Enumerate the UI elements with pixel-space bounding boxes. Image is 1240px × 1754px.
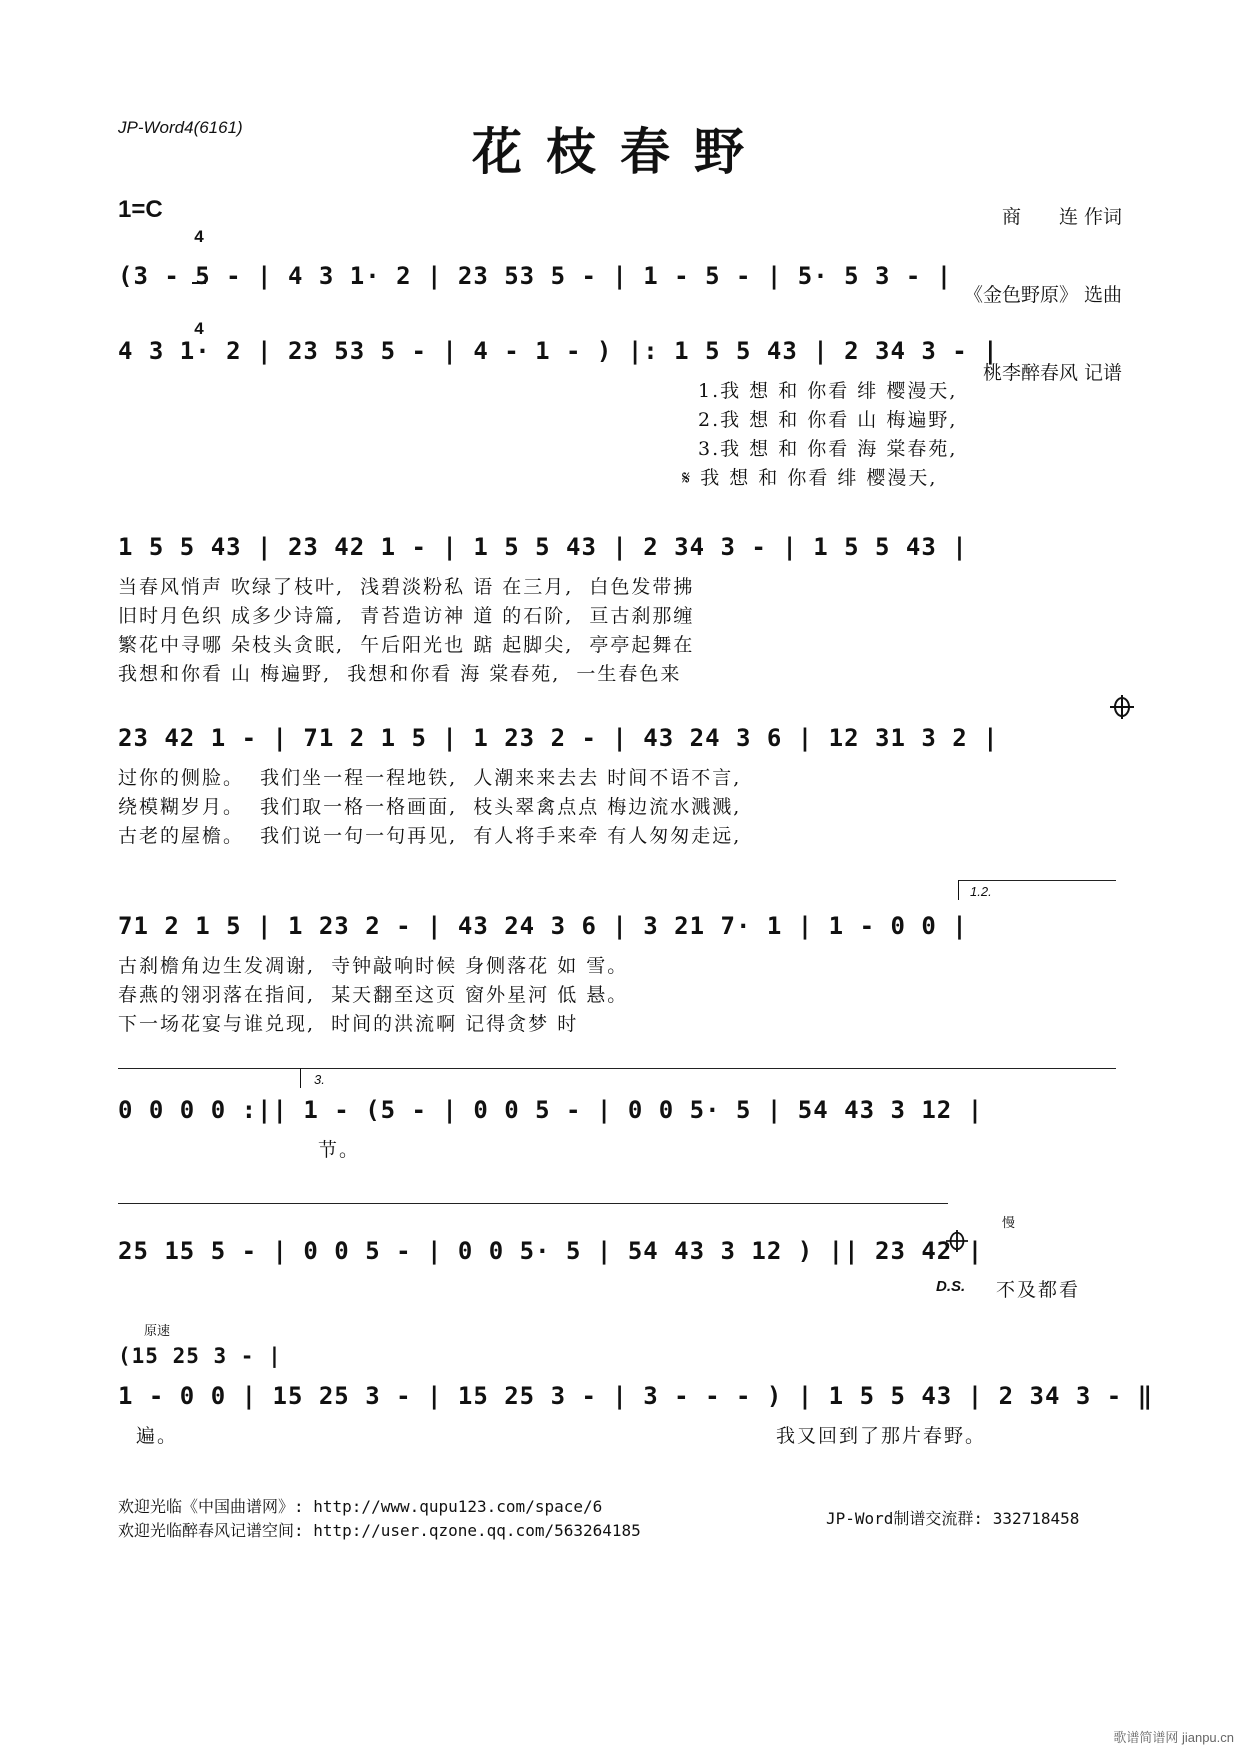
footer-space-link: 欢迎光临醉春风记谱空间: http://user.qzone.qq.com/563264185 bbox=[118, 1521, 641, 1540]
system-5-lyric-2: 春燕的翎羽落在指间, 某天翻至这页 窗外星河 低 悬。 bbox=[118, 984, 629, 1006]
system-5-lyric-1: 古刹檐角边生发凋谢, 寺钟敲响时候 身侧落花 如 雪。 bbox=[118, 955, 629, 977]
credits bbox=[964, 152, 1122, 412]
footer-site-link: 欢迎光临《中国曲谱网》: http://www.qupu123.com/space/6 bbox=[118, 1497, 603, 1516]
system-3-lyric-3: 繁花中寻哪 朵枝头贪眠, 午后阳光也 踮 起脚尖, 亭亭起舞在 bbox=[118, 634, 695, 656]
system-7-notes: 25 15 5 - | 0 0 5 - | 0 0 5· 5 | 54 43 3 12 ) || 23 42 | bbox=[118, 1237, 984, 1265]
system-4-lyric-3: 古老的屋檐。 我们说一句一句再见, 有人将手来牵 有人匆匆走远, bbox=[118, 825, 742, 847]
system-4-notes: 23 42 1 - | 71 2 1 5 | 1 23 2 - | 43 24 3 6 | 12 31 3 2 | bbox=[118, 724, 999, 752]
key-signature: 1=C bbox=[118, 196, 163, 223]
system-3-lyric-2: 旧时月色织 成多少诗篇, 青苔造访神 道 的石阶, 亘古刹那缠 bbox=[118, 605, 695, 627]
system-8-lyric-1: 遍。 bbox=[136, 1425, 179, 1447]
system-7-lyric-1: 不及都看 bbox=[996, 1279, 1081, 1301]
system-8-notes: 1 - 0 0 | 15 25 3 - | 15 25 3 - | 3 - - - ) | 1 5 5 43 | 2 34 3 - ‖ bbox=[118, 1382, 1154, 1410]
system-2-lyric-2: 2.我 想 和 你看 山 梅遍野, bbox=[698, 409, 958, 431]
system-2-lyric-3: 3.我 想 和 你看 海 棠春苑, bbox=[698, 438, 958, 460]
staff-rule-left bbox=[118, 1068, 300, 1069]
tempo-original-label: 原速 bbox=[144, 1324, 171, 1339]
system-5-lyric-3: 下一场花宴与谁兑现, 时间的洪流啊 记得贪梦 时 bbox=[118, 1013, 579, 1035]
coda-jump-rule bbox=[118, 1203, 948, 1204]
system-3-lyric-4: 我想和你看 山 梅遍野, 我想和你看 海 棠春苑, 一生春色来 bbox=[118, 663, 682, 685]
meter-bottom: 4 bbox=[194, 319, 204, 338]
footer-group: JP-Word制谱交流群: 332718458 bbox=[826, 1509, 1080, 1528]
system-6-notes: 0 0 0 0 :|| 1 - (5 - | 0 0 5 - | 0 0 5· 5 | 54 43 3 12 | bbox=[118, 1096, 984, 1124]
volta-bracket-1-2-hook bbox=[958, 880, 959, 900]
system-5-notes: 71 2 1 5 | 1 23 2 - | 43 24 3 6 | 3 21 7· 1 | 1 - 0 0 | bbox=[118, 912, 968, 940]
composer-credit: 《金色野原》 选曲 bbox=[963, 284, 1122, 306]
system-3-lyric-1: 当春风悄声 吹绿了枝叶, 浅碧淡粉私 语 在三月, 白色发带拂 bbox=[118, 576, 695, 598]
system-1-notes: (3 - 5 - | 4 3 1· 2 | 23 53 5 - | 1 - 5 - | 5· 5 3 - | bbox=[118, 262, 953, 290]
volta-bracket-3-hook bbox=[300, 1068, 301, 1088]
ossia-notes: (15 25 3 - | bbox=[118, 1344, 282, 1368]
lyricist-credit: 商 连 作词 bbox=[1001, 206, 1122, 228]
system-3-notes: 1 5 5 43 | 23 42 1 - | 1 5 5 43 | 2 34 3 - | 1 5 5 43 | bbox=[118, 533, 968, 561]
meter-top: 4 bbox=[194, 227, 204, 246]
coda-icon bbox=[1110, 657, 1134, 738]
volta-label-1-2: 1.2. bbox=[970, 884, 992, 899]
dal-segno-label: D.S. bbox=[936, 1278, 966, 1295]
system-2-lyric-4: 𝄋 我 想 和 你看 绯 樱漫天, bbox=[682, 467, 938, 489]
volta-bracket-3 bbox=[300, 1068, 1116, 1069]
watermark: 歌谱简谱网 jianpu.cn bbox=[1113, 1730, 1234, 1745]
tempo-slow-label: 慢 bbox=[1002, 1216, 1016, 1231]
edition-label: JP-Word4(6161) bbox=[118, 118, 243, 137]
transcriber-credit: 桃李醉春风 记谱 bbox=[982, 362, 1122, 384]
song-title: 花枝春野 bbox=[472, 123, 768, 181]
volta-bracket-1-2 bbox=[958, 880, 1116, 881]
system-4-lyric-2: 绕模糊岁月。 我们取一格一格画面, 枝头翠禽点点 梅边流水溅溅, bbox=[118, 796, 742, 818]
system-4-lyric-1: 过你的侧脸。 我们坐一程一程地铁, 人潮来来去去 时间不语不言, bbox=[118, 767, 742, 789]
system-6-lyric-1: 节。 bbox=[318, 1139, 361, 1161]
volta-label-3: 3. bbox=[314, 1072, 325, 1087]
system-2-notes: 4 3 1· 2 | 23 53 5 - | 4 - 1 - ) |: 1 5 5 43 | 2 34 3 - | bbox=[118, 337, 999, 365]
system-2-lyric-1: 1.我 想 和 你看 绯 樱漫天, bbox=[698, 380, 958, 402]
system-8-lyric-2: 我又回到了那片春野。 bbox=[776, 1425, 987, 1447]
